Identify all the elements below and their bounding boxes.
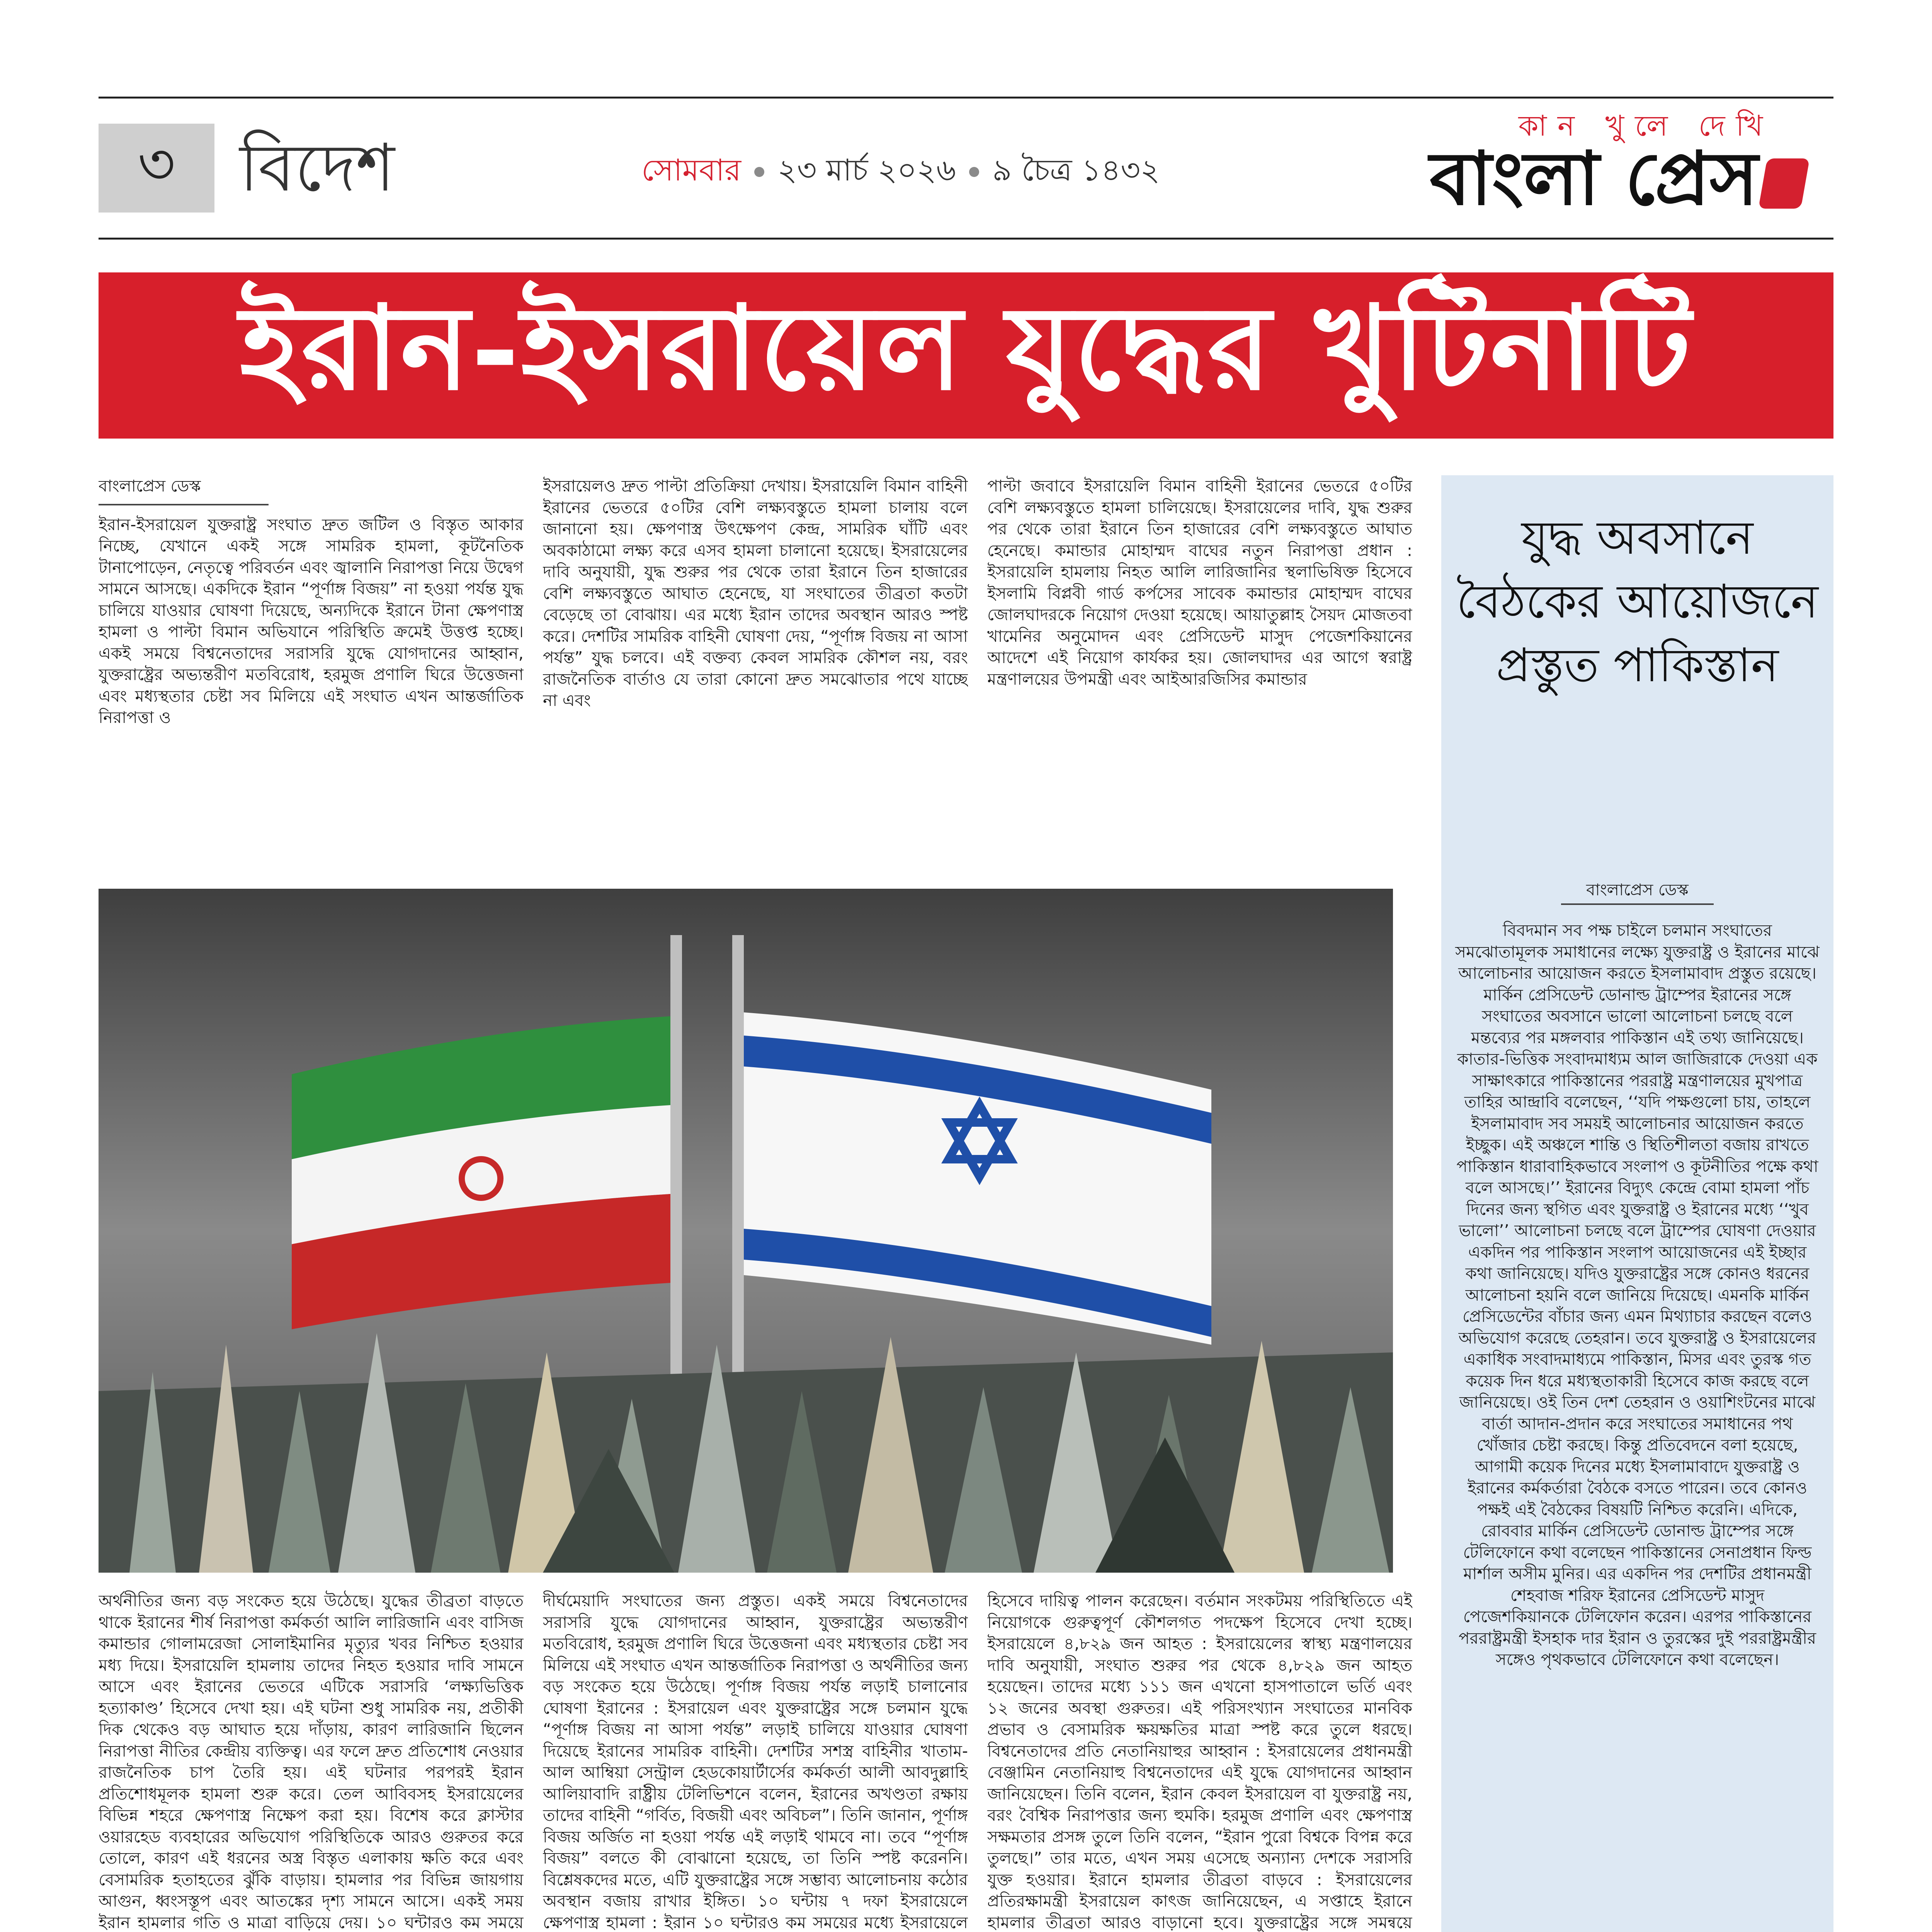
article-column-1-top [99,475,524,877]
article-photo [99,889,1393,1573]
article-text: হিসেবে দায়িত্ব পালন করেছেন। বর্তমান সংকটময় পরিস্থিতিতে এই নিয়োগকে গুরুত্বপূর্ণ কৌশলগত পদক্ষেপ হিসেবে দেখা হচ্ছে। ইসরায়েলে ৪,৮২৯ জন আহত : ইসরায়েলের স্বাস্থ্য মন্ত্রণালয়ের দাবি অনুযায়ী, সংঘাত শুরুর পর থেকে ৪,৮২৯ জন আহত হয়েছেন। তাদের মধ্যে ১১১ জন এখনো হাসপাতালে ভর্তি এবং ১২ জনের অবস্থা গুরুতর। এই পরিসংখ্যান সংঘাতের মানবিক প্রভাব ও বেসামরিক ক্ষয়ক্ষতির মাত্রা স্পষ্ট করে তুলে ধরছে। বিশ্বনেতাদের প্রতি নেতানিয়াহুর আহ্বান : ইসরায়েলের প্রধানমন্ত্রী বেঞ্জামিন নেতানিয়াহু বিশ্বনেতাদের এই যুদ্ধে যোগদানের আহ্বান জানিয়েছেন। তিনি বলেন, ইরান কেবল ইসরায়েল বা যুক্তরাষ্ট্র নয়, বরং বৈশ্বিক নিরাপত্তার জন্য হুমকি। হরমুজ প্রণালি এবং ক্ষেপণাস্ত্র সক্ষমতার প্রসঙ্গ তুলে তিনি বলেন, “ইরান পুরো বিশ্বকে বিপন্ন করে তুলছে।” তার মতে, এখন সময় এসেছে অন্যান্য দেশকে সরাসরি যুক্ত হওয়ার। ইরানে হামলার তীব্রতা বাড়বে : ইসরায়েলের প্রতিরক্ষামন্ত্রী ইসরায়েল কাৎজ জানিয়েছেন, এ সপ্তাহে ইরানে হামলার তীব্রতা আরও বাড়ানো হবে। যুক্তরাষ্ট্রের সঙ্গে সমন্বয়ে [987,1591,1412,1932]
article-text: দীর্ঘমেয়াদি সংঘাতের জন্য প্রস্তুত। একই সময়ে বিশ্বনেতাদের সরাসরি যুদ্ধে যোগদানের আহ্বান, যুক্তরাষ্ট্রের অভ্যন্তরীণ মতবিরোধ, হরমুজ প্রণালি ঘিরে উত্তেজনা এবং মধ্যস্থতার চেষ্টা সব মিলিয়ে এই সংঘাত এখন আন্তর্জাতিক নিরাপত্তা ও অর্থনীতির জন্য বড় সংকেত হয়ে উঠেছে। পূর্ণাঙ্গ বিজয় পর্যন্ত লড়াই চালানোর ঘোষণা ইরানের : ইসরায়েল এবং যুক্তরাষ্ট্রের সঙ্গে চলমান যুদ্ধে “পূর্ণাঙ্গ বিজয় না আসা পর্যন্ত” লড়াই চালিয়ে যাওয়ার ঘোষণা দিয়েছে ইরানের সামরিক বাহিনী। দেশটির সশস্ত্র বাহিনীর খাতাম-আল আম্বিয়া সেন্ট্রাল হেডকোয়ার্টার্সের কর্মকর্তা আলী আবদুল্লাহি আলিয়াবাদি রাষ্ট্রীয় টেলিভিশনে বলেন, ইরানের অখণ্ডতা রক্ষায় তাদের বাহিনী “গর্বিত, বিজয়ী এবং অবিচল”। তিনি জানান, পূর্ণাঙ্গ বিজয় অর্জিত না হওয়া পর্যন্ত এই লড়াই থামবে না। তবে “পূর্ণাঙ্গ বিজয়” বলতে কী বোঝানো হয়েছে, তা তিনি স্পষ্ট করেননি। বিশ্লেষকদের মতে, এটি যুক্তরাষ্ট্রের সঙ্গে সম্ভাব্য আলোচনায় কঠোর অবস্থান বজায় রাখার ইঙ্গিত। ১০ ঘন্টায় ৭ দফা ইসরায়েলে ক্ষেপণাস্ত্র হামলা : ইরান ১০ ঘন্টারও কম সময়ের মধ্যে ইসরায়েলে [543,1591,968,1932]
article-column-3-bottom [987,1590,1412,1932]
sidebar-text: বিবদমান সব পক্ষ চাইলে চলমান সংঘাতের সমঝোতামূলক সমাধানের লক্ষ্যে যুক্তরাষ্ট্র ও ইরানের মাঝে আলোচনার আয়োজন করতে ইসলামাবাদ প্রস্তুত রয়েছে। মার্কিন প্রেসিডেন্ট ডোনাল্ড ট্রাম্পের ইরানের সঙ্গে সংঘাতের অবসানে ভালো আলোচনা চলছে বলে মন্তব্যের পর মঙ্গলবার পাকিস্তান এই তথ্য জানিয়েছে। কাতার-ভিত্তিক সংবাদমাধ্যম আল জাজিরাকে দেওয়া এক সাক্ষাৎকারে পাকিস্তানের পররাষ্ট্র মন্ত্রণালয়ের মুখপাত্র তাহির আন্দ্রাবি বলেছেন, ‘‘যদি পক্ষগুলো চায়, তাহলে ইসলামাবাদ সব সময়ই আলোচনার আয়োজন করতে ইচ্ছুক। এই অঞ্চলে শান্তি ও স্থিতিশীলতা বজায় রাখতে পাকিস্তান ধারাবাহিকভাবে সংলাপ ও কূটনীতির পক্ষে কথা বলে আসছে।’’ ইরানের বিদ্যুৎ কেন্দ্রে বোমা হামলা পাঁচ দিনের জন্য স্থগিত এবং যুক্তরাষ্ট্র ও ইরানের মধ্যে ‘‘খুব ভালো’’ আলোচনা চলছে বলে ট্রাম্পের ঘোষণা দেওয়ার একদিন পর পাকিস্তান সংলাপ আয়োজনের এই ইচ্ছার কথা জানিয়েছে। যদিও যুক্তরাষ্ট্রের সঙ্গে কোনও ধরনের আলোচনা হয়নি বলে জানিয়ে দিয়েছে। এমনকি মার্কিন প্রেসিডেন্টের বাঁচার জন্য এমন মিথ্যাচার করছেন বলেও অভিযোগ করেছে তেহরান। তবে যুক্তরাষ্ট্র ও ইসরায়েলের একাধিক সংবাদমাধ্যমে পাকিস্তান, মিসর এবং তুরস্ক গত কয়েক দিন ধরে মধ্যস্থতাকারী হিসেবে কাজ করছে বলে জানিয়েছে। ওই তিন দেশ তেহরান ও ওয়াশিংটনের মাঝে বার্তা আদান-প্রদান করে সংঘাতের সমাধানের পথ খোঁজার চেষ্টা করছে। কিন্তু প্রতিবেদনে বলা হয়েছে, আগামী কয়েক দিনের মধ্যে ইসলামাবাদে যুক্তরাষ্ট্র ও ইরানের কর্মকর্তারা বৈঠকে বসতে পারেন। তবে কোনও পক্ষই এই বৈঠকের বিষয়টি নিশ্চিত করেনি। এদিকে, রোববার মার্কিন প্রেসিডেন্ট ডোনাল্ড ট্রাম্পের সঙ্গে টেলিফোনে কথা বলেছেন পাকিস্তানের সেনাপ্রধান ফিল্ড মার্শাল অসীম মুনির। এর একদিন পর দেশটির প্রধানমন্ত্রী শেহবাজ শরিফ ইরানের প্রেসিডেন্ট মাসুদ পেজেশকিয়ানকে টেলিফোন করেন। এরপর পাকিস্তানের পররাষ্ট্রমন্ত্রী ইসহাক দার ইরান ও তুরস্কের দুই পররাষ্ট্রমন্ত্রীর সঙ্গেও পৃথকভাবে টেলিফোনে কথা বলেছেন। [1455,921,1820,1669]
article-text: ইরান-ইসরায়েল যুক্তরাষ্ট্র সংঘাত দ্রুত জটিল ও বিস্তৃত আকার নিচ্ছে, যেখানে একই সঙ্গে সামরিক হামলা, কূটনৈতিক টানাপোড়েন, নেতৃত্বে পরিবর্তন এবং জ্বালানি নিরাপত্তা নিয়ে উদ্বেগ সামনে আসছে। একদিকে ইরান “পূর্ণাঙ্গ বিজয়” না হওয়া পর্যন্ত যুদ্ধ চালিয়ে যাওয়ার ঘোষণা দিয়েছে, অন্যদিকে ইরানে টানা ক্ষেপণাস্ত্র হামলা ও পাল্টা বিমান অভিযানে পরিস্থিতি ক্রমেই উত্তপ্ত হচ্ছে। একই সময়ে বিশ্বনেতাদের সরাসরি যুদ্ধে যোগদানের আহ্বান, যুক্তরাষ্ট্রের অভ্যন্তরীণ মতবিরোধ, হরমুজ প্রণালি ঘিরে উত্তেজনা এবং মধ্যস্থতার চেষ্টা সব মিলিয়ে এই সংঘাত এখন আন্তর্জাতিক নিরাপত্তা ও [99,515,524,727]
sidebar-byline: বাংলাপ্রেস ডেস্ক [1586,880,1689,899]
article-column-2-bottom [543,1590,968,1932]
dateline-bengali: ৯ চৈত্র ১৪৩২ [992,153,1160,188]
masthead-logo [1430,137,1839,230]
dateline [641,147,1160,197]
masthead-logo-text: বাংলা প্রেস [1430,135,1758,221]
megaphone-icon [1758,158,1810,209]
top-rule [99,97,1833,99]
section-title: বিদেশ [240,130,395,206]
dateline-gregorian: ২৩ মার্চ ২০২৬ [777,153,956,188]
iran-flag [292,1016,670,1329]
dateline-separator [969,167,979,177]
article-text: অর্থনীতির জন্য বড় সংকেত হয়ে উঠেছে। যুদ্ধের তীব্রতা বাড়তে থাকে ইরানের শীর্ষ নিরাপত্তা কর্মকর্তা আলি লারিজানি এবং বাসিজ কমান্ডার গোলামরেজা সোলাইমানির মৃত্যুর খবর নিশ্চিত হওয়ার মধ্য দিয়ে। ইসরায়েলি হামলায় তাদের নিহত হওয়ার দাবি সামনে আসে এবং ইরানের ভেতরে এটিকে সরাসরি ‘লক্ষ্যভিত্তিক হত্যাকাণ্ড’ হিসেবে দেখা হয়। এই ঘটনা শুধু সামরিক নয়, প্রতীকী দিক থেকেও বড় আঘাত হয়ে দাঁড়ায়, কারণ লারিজানি ছিলেন নিরাপত্তা নীতির কেন্দ্রীয় ব্যক্তিত্ব। এর ফলে দ্রুত প্রতিশোধ নেওয়ার রাজনৈতিক চাপ তৈরি হয়। এই ঘটনার পরপরই ইরান প্রতিশোধমূলক হামলা শুরু করে। তেল আবিবসহ ইসরায়েলের বিভিন্ন শহরে ক্ষেপণাস্ত্র নিক্ষেপ করা হয়। বিশেষ করে ক্লাস্টার ওয়ারহেড ব্যবহারের অভিযোগ পরিস্থিতিকে আরও গুরুতর করে তোলে, কারণ এই ধরনের অস্ত্র বিস্তৃত এলাকায় ক্ষতি করে এবং বেসামরিক হতাহতের ঝুঁকি বাড়ায়। হামলার পর বিভিন্ন জায়গায় আগুন, ধ্বংসস্তূপ এবং আতঙ্কের দৃশ্য সামনে আসে। একই সময় ইরান হামলার গতি ও মাত্রা বাড়িয়ে দেয়। ১০ ঘন্টারও কম সময়ে [99,1591,524,1932]
headline-banner [99,272,1833,439]
sidebar-story [1441,475,1833,1932]
sidebar-body [1455,920,1820,1932]
article-column-3-top [987,475,1412,877]
article-byline: বাংলাপ্রেস ডেস্ক [99,475,269,505]
sidebar-divider [1561,903,1714,905]
sidebar-headline: যুদ্ধ অবসানে বৈঠকের আয়োজনে প্রস্তুত পাকিস্তান [1456,511,1818,692]
masthead-tagline: কান খুলে দেখি [1518,109,1774,143]
article-text: পাল্টা জবাবে ইসরায়েলি বিমান বাহিনী ইরানের ভেতরে ৫০টির বেশি লক্ষ্যবস্তুতে হামলা চালিয়েছে। ইসরায়েলের দাবি, যুদ্ধ শুরুর পর থেকে তারা ইরানে তিন হাজারের বেশি লক্ষ্যবস্তুতে আঘাত হেনেছে। কমান্ডার মোহাম্মদ বাঘের নতুন নিরাপত্তা প্রধান : ইসরায়েলি হামলায় নিহত আলি লারিজানির স্থলাভিষিক্ত হিসেবে ইসলামি বিপ্লবী গার্ড কর্পসের সাবেক কমান্ডার মোহাম্মদ বাঘের জোলঘাদরকে নিয়োগ দেওয়া হয়েছে। আয়াতুল্লাহ সৈয়দ মোজতবা খামেনির অনুমোদন এবং প্রেসিডেন্ট মাসুদ পেজেশকিয়ানের আদেশে এই নিয়োগ কার্যকর হয়। জোলঘাদর এর আগে স্বরাষ্ট্র মন্ত্রণালয়ের উপমন্ত্রী এবং আইআরজিসির কমান্ডার [987,476,1412,689]
article-column-2-top [543,475,968,877]
article-column-1-bottom [99,1590,524,1932]
page-number: ৩ [99,124,214,213]
dateline-day: সোমবার [641,153,742,188]
article-text: ইসরায়েলও দ্রুত পাল্টা প্রতিক্রিয়া দেখায়। ইসরায়েলি বিমান বাহিনী ইরানের ভেতরে ৫০টির বেশি লক্ষ্যবস্তুতে হামলা চালায় বলে জানানো হয়। ক্ষেপণাস্ত্র উৎক্ষেপণ কেন্দ্র, সামরিক ঘাঁটি এবং অবকাঠামো লক্ষ্য করে এসব হামলা চালানো হয়েছে। ইসরায়েলের দাবি অনুযায়ী, যুদ্ধ শুরুর পর থেকে তারা ইরানে তিন হাজারের বেশি লক্ষ্যবস্তুতে আঘাত হেনেছে, যা সংঘাতের তীব্রতা কতটা বেড়েছে তা বোঝায়। এর মধ্যে ইরান তাদের অবস্থান আরও স্পষ্ট করে। দেশটির সামরিক বাহিনী ঘোষণা দেয়, “পূর্ণাঙ্গ বিজয় না আসা পর্যন্ত” যুদ্ধ চলবে। এই বক্তব্য কেবল সামরিক কৌশল নয়, বরং রাজনৈতিক বার্তাও যে তারা কোনো দ্রুত সমঝোতার পথে যাচ্ছে না এবং [543,476,968,710]
header-rule [99,238,1833,240]
dateline-separator [754,167,764,177]
headline: ইরান-ইসরায়েল যুদ্ধের খুটিনাটি [240,279,1692,416]
